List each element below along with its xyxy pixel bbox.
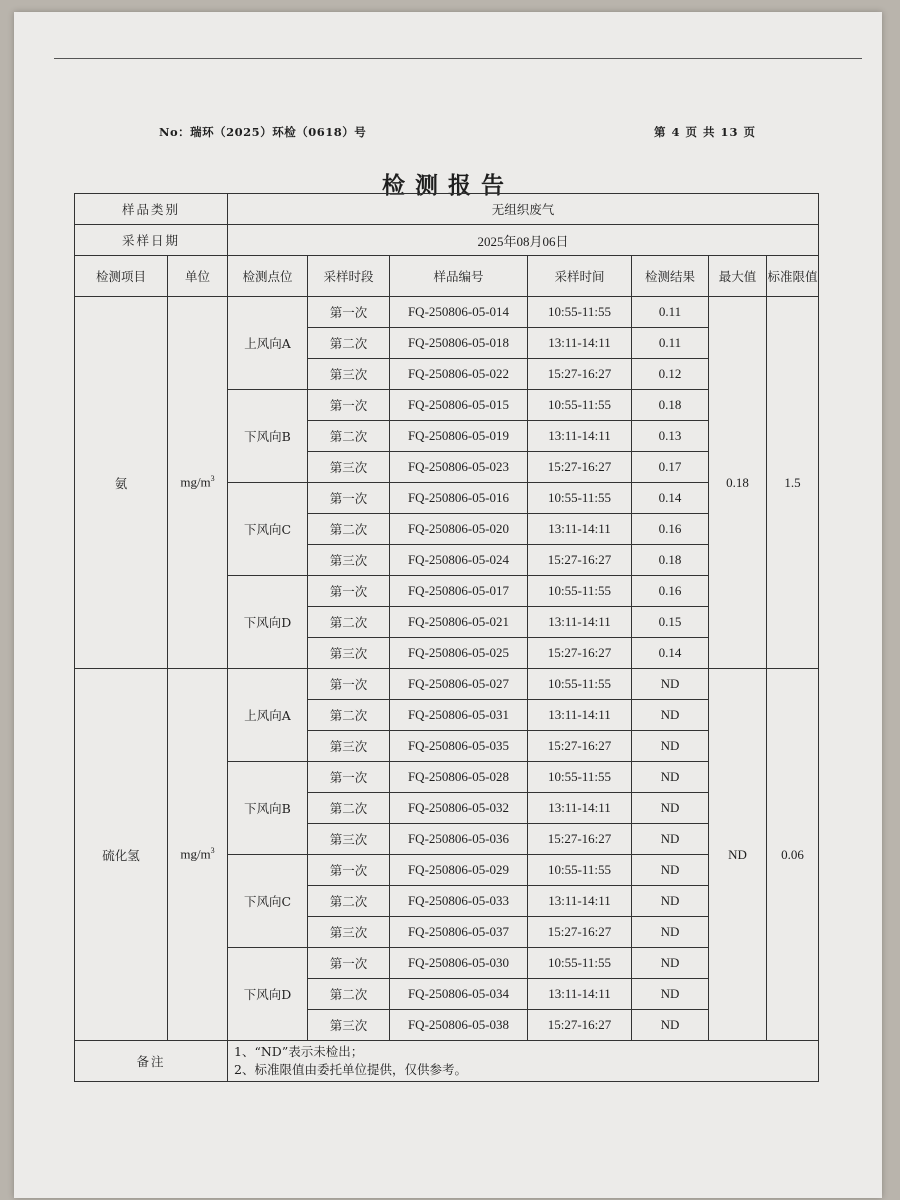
sampling-time: 13:11-14:11 xyxy=(528,328,632,359)
sampling-point: 下风向B xyxy=(228,390,308,483)
col-header: 单位 xyxy=(168,256,228,297)
note-line: 2、标准限值由委托单位提供，仅供参考。 xyxy=(234,1062,467,1077)
sample-type-label: 样品类别 xyxy=(75,194,228,225)
sampling-time: 13:11-14:11 xyxy=(528,514,632,545)
test-result: 0.12 xyxy=(632,359,709,390)
test-result: ND xyxy=(632,948,709,979)
test-result: ND xyxy=(632,979,709,1010)
sampling-time: 10:55-11:55 xyxy=(528,669,632,700)
test-result: ND xyxy=(632,700,709,731)
page-title: 检测报告 xyxy=(382,172,514,199)
unit-exponent: 3 xyxy=(210,846,215,856)
table-row xyxy=(75,297,819,328)
unit-text: mg/m xyxy=(180,846,211,862)
sampling-time: 13:11-14:11 xyxy=(528,700,632,731)
table-row xyxy=(75,669,819,700)
col-header: 检测点位 xyxy=(228,256,308,297)
sampling-time: 15:27-16:27 xyxy=(528,359,632,390)
sampling-time: 10:55-11:55 xyxy=(528,855,632,886)
sampling-period: 第三次 xyxy=(308,638,390,669)
test-result: ND xyxy=(632,669,709,700)
sampling-time: 10:55-11:55 xyxy=(528,483,632,514)
sample-id: FQ-250806-05-015 xyxy=(390,390,528,421)
sampling-period: 第一次 xyxy=(308,576,390,607)
standard-limit: 1.5 xyxy=(767,297,819,669)
sampling-point: 下风向C xyxy=(228,483,308,576)
sampling-time: 15:27-16:27 xyxy=(528,731,632,762)
sampling-time: 13:11-14:11 xyxy=(528,886,632,917)
notes-label: 备注 xyxy=(75,1041,228,1082)
sample-id: FQ-250806-05-017 xyxy=(390,576,528,607)
sampling-time: 13:11-14:11 xyxy=(528,793,632,824)
max-value: 0.18 xyxy=(709,297,767,669)
col-header: 采样时段 xyxy=(308,256,390,297)
sample-id: FQ-250806-05-023 xyxy=(390,452,528,483)
sampling-period: 第二次 xyxy=(308,421,390,452)
sample-id: FQ-250806-05-020 xyxy=(390,514,528,545)
unit-cell xyxy=(168,297,228,669)
sample-id: FQ-250806-05-029 xyxy=(390,855,528,886)
sampling-period: 第三次 xyxy=(308,917,390,948)
test-result: 0.14 xyxy=(632,483,709,514)
sampling-period: 第二次 xyxy=(308,328,390,359)
test-item-name: 硫化氢 xyxy=(75,669,168,1041)
test-result: 0.15 xyxy=(632,607,709,638)
sampling-period: 第二次 xyxy=(308,700,390,731)
sampling-period: 第一次 xyxy=(308,762,390,793)
sampling-point: 上风向A xyxy=(228,297,308,390)
sampling-period: 第二次 xyxy=(308,514,390,545)
sampling-period: 第三次 xyxy=(308,452,390,483)
sample-type-row xyxy=(75,194,819,225)
sample-id: FQ-250806-05-035 xyxy=(390,731,528,762)
sampling-time: 10:55-11:55 xyxy=(528,762,632,793)
test-result: ND xyxy=(632,855,709,886)
test-result: ND xyxy=(632,762,709,793)
test-result: 0.11 xyxy=(632,328,709,359)
sampling-period: 第三次 xyxy=(308,545,390,576)
unit-text: mg/m xyxy=(180,474,211,490)
sample-date-label: 采样日期 xyxy=(75,225,228,256)
test-result: ND xyxy=(632,1010,709,1041)
note-line: 1、“ND”表示未检出； xyxy=(234,1044,364,1059)
test-result: 0.16 xyxy=(632,576,709,607)
notes-content xyxy=(228,1041,819,1082)
sample-id: FQ-250806-05-024 xyxy=(390,545,528,576)
sampling-period: 第三次 xyxy=(308,1010,390,1041)
sample-id: FQ-250806-05-036 xyxy=(390,824,528,855)
sampling-time: 10:55-11:55 xyxy=(528,948,632,979)
test-result: 0.13 xyxy=(632,421,709,452)
sampling-time: 13:11-14:11 xyxy=(528,979,632,1010)
sampling-period: 第一次 xyxy=(308,948,390,979)
sampling-period: 第三次 xyxy=(308,824,390,855)
header-rule xyxy=(54,58,862,59)
sampling-period: 第二次 xyxy=(308,886,390,917)
sample-date-row xyxy=(75,225,819,256)
sampling-time: 13:11-14:11 xyxy=(528,421,632,452)
test-result: 0.11 xyxy=(632,297,709,328)
sample-id: FQ-250806-05-025 xyxy=(390,638,528,669)
page-indicator: 第 4 页 共 13 页 xyxy=(654,125,757,139)
col-header: 样品编号 xyxy=(390,256,528,297)
sampling-period: 第一次 xyxy=(308,390,390,421)
col-header: 检测结果 xyxy=(632,256,709,297)
notes-row xyxy=(75,1041,819,1082)
sampling-time: 10:55-11:55 xyxy=(528,297,632,328)
sample-id: FQ-250806-05-021 xyxy=(390,607,528,638)
sampling-period: 第三次 xyxy=(308,731,390,762)
test-result: 0.18 xyxy=(632,390,709,421)
sampling-point: 下风向D xyxy=(228,576,308,669)
sampling-point: 下风向B xyxy=(228,762,308,855)
test-result: 0.17 xyxy=(632,452,709,483)
sampling-period: 第一次 xyxy=(308,669,390,700)
sample-id: FQ-250806-05-027 xyxy=(390,669,528,700)
test-result: 0.14 xyxy=(632,638,709,669)
sampling-time: 15:27-16:27 xyxy=(528,1010,632,1041)
test-result: ND xyxy=(632,917,709,948)
sampling-period: 第二次 xyxy=(308,793,390,824)
unit-exponent: 3 xyxy=(210,474,215,484)
sampling-period: 第一次 xyxy=(308,483,390,514)
sample-id: FQ-250806-05-037 xyxy=(390,917,528,948)
sampling-period: 第一次 xyxy=(308,297,390,328)
test-result: ND xyxy=(632,824,709,855)
sample-id: FQ-250806-05-038 xyxy=(390,1010,528,1041)
test-result: ND xyxy=(632,886,709,917)
sample-type-value: 无组织废气 xyxy=(228,194,819,225)
column-header-row xyxy=(75,256,819,297)
sample-id: FQ-250806-05-033 xyxy=(390,886,528,917)
sampling-time: 15:27-16:27 xyxy=(528,452,632,483)
sample-id: FQ-250806-05-028 xyxy=(390,762,528,793)
sampling-period: 第一次 xyxy=(308,855,390,886)
col-header: 标准限值 xyxy=(767,256,819,297)
sample-id: FQ-250806-05-019 xyxy=(390,421,528,452)
sampling-period: 第三次 xyxy=(308,359,390,390)
sampling-time: 15:27-16:27 xyxy=(528,638,632,669)
report-table xyxy=(74,193,819,1082)
standard-limit: 0.06 xyxy=(767,669,819,1041)
col-header: 检测项目 xyxy=(75,256,168,297)
sampling-time: 15:27-16:27 xyxy=(528,824,632,855)
test-result: ND xyxy=(632,793,709,824)
unit-cell xyxy=(168,669,228,1041)
sampling-time: 15:27-16:27 xyxy=(528,917,632,948)
sample-date-value: 2025年08月06日 xyxy=(228,225,819,256)
sampling-time: 10:55-11:55 xyxy=(528,576,632,607)
sampling-point: 下风向D xyxy=(228,948,308,1041)
test-result: ND xyxy=(632,731,709,762)
sampling-period: 第二次 xyxy=(308,607,390,638)
sample-id: FQ-250806-05-016 xyxy=(390,483,528,514)
max-value: ND xyxy=(709,669,767,1041)
sample-id: FQ-250806-05-018 xyxy=(390,328,528,359)
sample-id: FQ-250806-05-034 xyxy=(390,979,528,1010)
col-header: 采样时间 xyxy=(528,256,632,297)
sample-id: FQ-250806-05-032 xyxy=(390,793,528,824)
test-result: 0.16 xyxy=(632,514,709,545)
sample-id: FQ-250806-05-030 xyxy=(390,948,528,979)
sampling-time: 15:27-16:27 xyxy=(528,545,632,576)
sampling-time: 10:55-11:55 xyxy=(528,390,632,421)
col-header: 最大值 xyxy=(709,256,767,297)
sample-id: FQ-250806-05-031 xyxy=(390,700,528,731)
sample-id: FQ-250806-05-022 xyxy=(390,359,528,390)
test-item-name: 氨 xyxy=(75,297,168,669)
sampling-time: 13:11-14:11 xyxy=(528,607,632,638)
sample-id: FQ-250806-05-014 xyxy=(390,297,528,328)
sampling-point: 上风向A xyxy=(228,669,308,762)
sampling-point: 下风向C xyxy=(228,855,308,948)
test-result: 0.18 xyxy=(632,545,709,576)
sampling-period: 第二次 xyxy=(308,979,390,1010)
report-number: No：瑞环（2025）环检（0618）号 xyxy=(159,125,367,139)
